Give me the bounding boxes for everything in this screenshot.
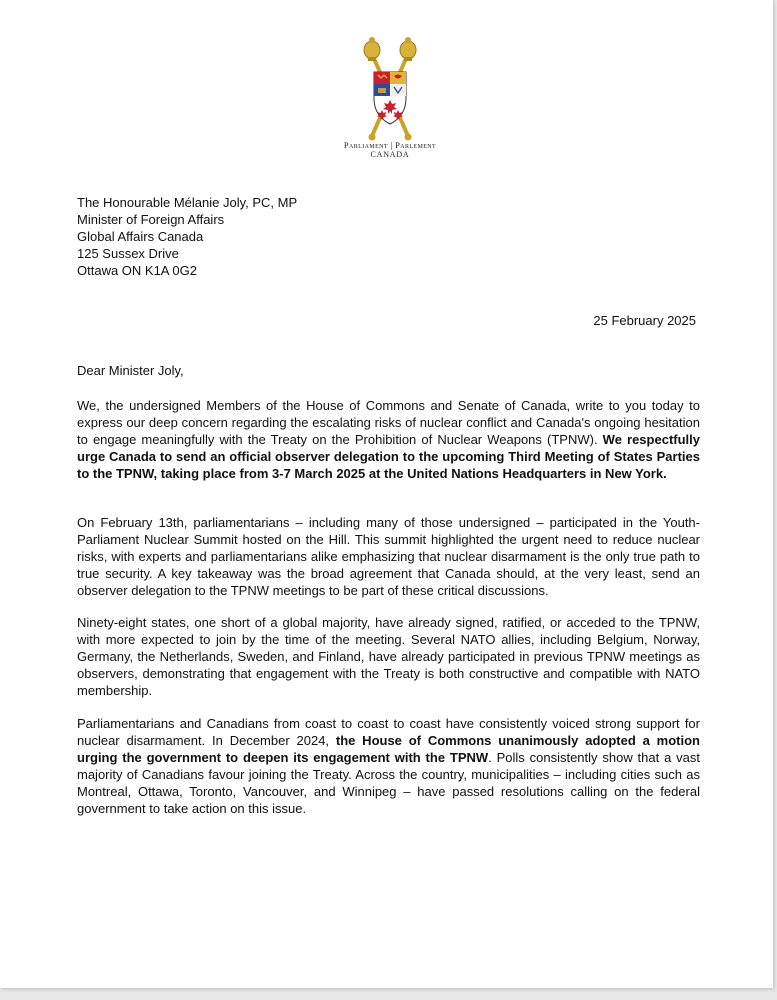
paragraph-1-bold: We respectfully urge Canada to send an official observer delegation to the upcoming Third Meeting of States Parties to the TPNW, taking place from 3-7 March 2025 at the United Nations Headquarters in New York. — [77, 432, 700, 481]
paragraph-2: On February 13th, parliamentarians – including many of those undersigned – participated in the Youth-Parliament Nuclear Summit hosted on the Hill. This summit highlighted the urgent need to reduce nuclear risks, with experts and parliamentarians alike emphasizing that nuclear disarmament is the only true path to true security. A key takeaway was the broad agreement that Canada should, at the very least, send an observer delegation to the TPNW meetings to be part of these critical discussions. — [77, 515, 700, 598]
recipient-city: Ottawa ON K1A 0G2 — [77, 263, 197, 278]
recipient-title: Minister of Foreign Affairs — [77, 212, 225, 227]
letter-date: 25 February 2025 — [593, 313, 696, 328]
paragraph-4 — [77, 715, 700, 817]
paragraph-1 — [77, 397, 700, 482]
wordmark-line-1: Parliament | Parlement — [343, 140, 437, 150]
recipient-name: The Honourable Mélanie Joly, PC, MP — [77, 195, 298, 210]
paragraph-4-bold: the House of Commons unanimously adopted a motion urging the government to deepen its engagement with the TPNW — [77, 733, 700, 765]
paragraph-4-text-a: Parliamentarians and Canadians from coast to coast to coast have consistently voiced strong support for nuclear disarmament. In December 2024, — [77, 716, 700, 748]
recipient-address — [77, 194, 297, 279]
parliament-crest-icon — [358, 36, 422, 144]
recipient-department: Global Affairs Canada — [77, 229, 204, 244]
paragraph-1-text: We, the undersigned Members of the House of Commons and Senate of Canada, write to you today to express our deep concern regarding the escalating risks of nuclear conflict and Canada's ongoing hesitation to engage meaningfully with the Treaty on the Prohibition of Nuclear Weapons (TPNW). — [77, 398, 700, 447]
recipient-street: 125 Sussex Drive — [77, 246, 179, 261]
parliament-wordmark — [300, 140, 480, 160]
wordmark-line-2: CANADA — [370, 150, 410, 159]
paragraph-3: Ninety-eight states, one short of a global majority, have already signed, ratified, or acceded to the TPNW, with more expected to join by the time of the meeting. Several NATO allies, including Belgium, Norway, Germany, the Netherlands, Sweden, and Finland, have already participated in previous TPNW meetings as observers, demonstrating that engagement with the Treaty is both constructive and compatible with NATO membership. — [77, 615, 700, 698]
salutation: Dear Minister Joly, — [77, 363, 184, 378]
paragraph-4-text-b: . Polls consistently show that a vast majority of Canadians favour joining the Treaty. Across the country, municipalities – including cities such as Montreal, Ottawa, Toronto, Vancouver, and Winnipeg – have passed resolutions calling on the federal government to take action on this issue. — [77, 750, 700, 816]
